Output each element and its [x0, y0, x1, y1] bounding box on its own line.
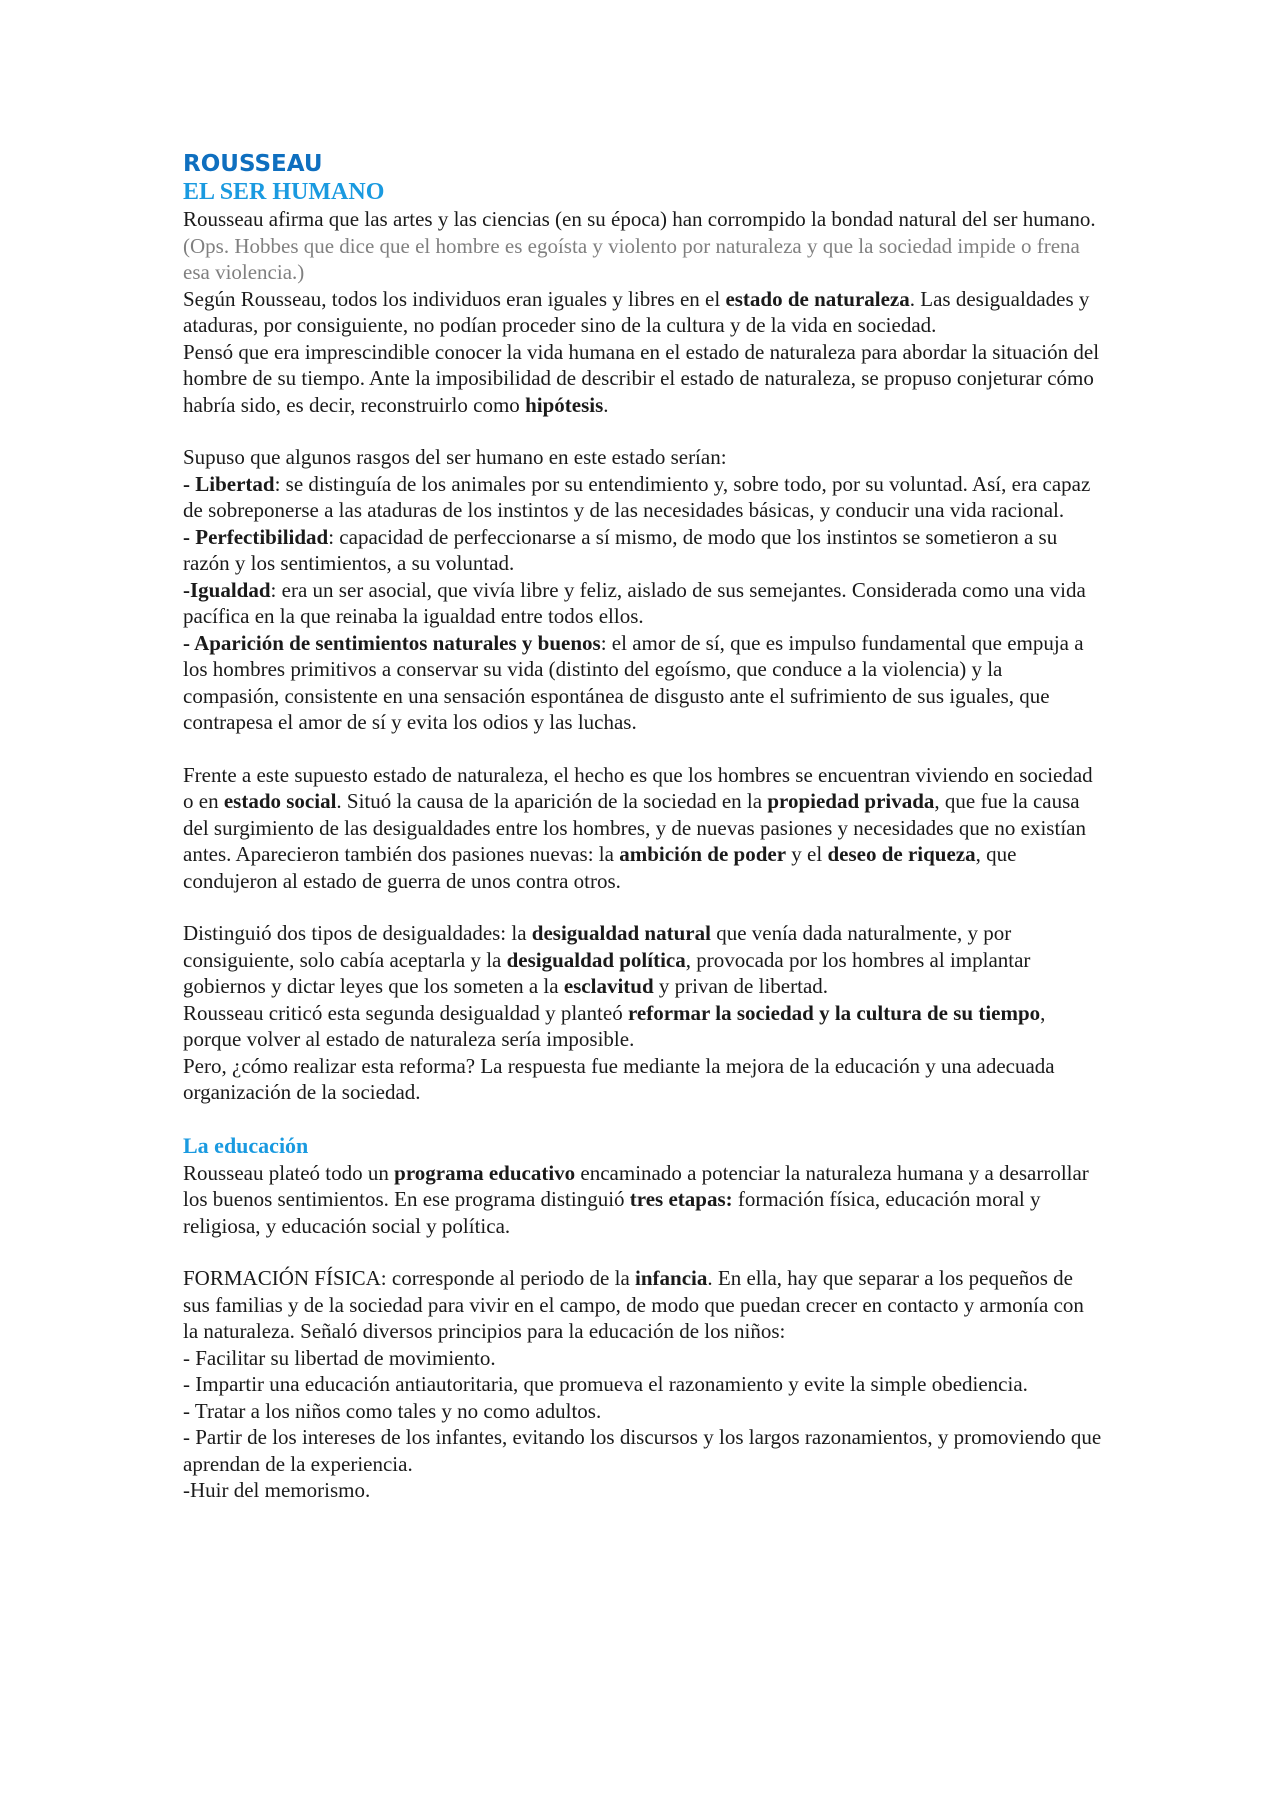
paragraph-reforma — [183, 1000, 1103, 1053]
trait-label: -Igualdad — [183, 577, 271, 602]
trait-text: : el amor de sí, que es impulso fundamental que empuja a los hombres primitivos a conservar su vida (distinto del egoísmo, que conduce a la violencia) y la compasión, consistente en una sensación espontánea de disgusto ante el sufrimiento de sus iguales, que contrapesa el amor de sí y evita los odios y las luchas. — [183, 630, 1084, 734]
text-run: . Las desigualdades y ataduras, por consiguiente, no podían proceder sino de la cultura y de la vida en sociedad. — [183, 286, 1090, 337]
text-run: , porque volver al estado de naturaleza sería imposible. — [183, 1000, 1046, 1051]
bold-term: reformar la sociedad y la cultura de su tiempo — [627, 1000, 1041, 1025]
text-run: , que condujeron al estado de guerra de unos contra otros. — [183, 842, 1017, 893]
paragraph-hipotesis — [183, 339, 1103, 419]
text-run: que venía dada naturalmente, y por consiguiente, solo cabía aceptarla y la — [183, 921, 1012, 972]
text-run: y privan de libertad. — [653, 974, 829, 998]
paragraph-estado-social — [183, 762, 1103, 895]
text-run: Rousseau plateó todo un — [183, 1160, 395, 1185]
traits-intro: Supuso que algunos rasgos del ser humano en este estado serían: — [183, 445, 727, 469]
list-item: -Huir del memorismo. — [183, 1478, 371, 1502]
text-run: . — [603, 392, 609, 417]
paragraph-formacion-fisica — [183, 1265, 1103, 1345]
section-heading-educacion: La educación — [183, 1132, 309, 1158]
spacer — [183, 418, 1103, 444]
paragraph-programa-educativo — [183, 1160, 1103, 1240]
trait-label: - Libertad — [183, 471, 275, 496]
bold-term: infancia — [635, 1266, 708, 1290]
trait-text: : capacidad de perfeccionarse a sí mismo, de modo que los instintos se sometieron a su razón y los sentimientos, a su voluntad. — [183, 524, 1058, 575]
bold-term: estado social — [223, 789, 337, 813]
trait-item-sentimientos — [183, 630, 1103, 736]
trait-item-igualdad — [183, 577, 1103, 630]
document-title: ROUSSEAU — [183, 151, 323, 177]
text-run: y el — [786, 842, 828, 866]
text-run: . Situó la causa de la aparición de la sociedad en la — [336, 789, 768, 813]
bold-term: desigualdad natural — [531, 921, 711, 945]
spacer — [183, 1106, 1103, 1132]
list-item: - Tratar a los niños como tales y no como adultos. — [183, 1398, 602, 1423]
bold-term: propiedad privada — [767, 789, 935, 813]
trait-item-perfectibilidad — [183, 524, 1103, 577]
trait-text: : se distinguía de los animales por su entendimiento y, sobre todo, por su voluntad. Así, era capaz de sobreponerse a las ataduras de los instintos y de las necesidades básicas, y conducir una vida racional. — [183, 471, 1091, 522]
trait-item-libertad — [183, 471, 1103, 524]
text-run: Rousseau criticó esta segunda desigualdad y planteó — [183, 1000, 628, 1025]
text-run: . En ella, hay que separar a los pequeños de sus familias y de la sociedad para vivir en el campo, de modo que puedan crecer en contacto y armonía con la naturaleza. Señaló diversos principios para la educación de los niños: — [183, 1266, 1084, 1343]
paragraph-estado-naturaleza — [183, 286, 1103, 339]
trait-label: - Perfectibilidad — [183, 524, 329, 549]
bold-term: desigualdad política — [506, 947, 686, 972]
document-page — [183, 150, 1103, 1504]
list-item: - Impartir una educación antiautoritaria, que promueva el razonamiento y evite la simple obediencia. — [183, 1372, 1028, 1396]
traits-list — [183, 471, 1103, 736]
bold-term: hipótesis — [525, 392, 604, 417]
bold-term: ambición de poder — [619, 842, 787, 866]
text-run: , que fue la causa del surgimiento de las desigualdades entre los hombres, y de nuevas pasiones y necesidades que no existían antes. Aparecieron también dos pasiones nuevas: la — [183, 789, 1086, 866]
text-run: : corresponde al periodo de la — [380, 1266, 636, 1290]
text-run: encaminado a potenciar la naturaleza humana y a desarrollar los buenos sentimientos. En ese programa distinguió — [183, 1160, 1089, 1211]
list-item: - Partir de los intereses de los infantes, evitando los discursos y los largos razonamientos, y promoviendo que aprendan de la experiencia. — [183, 1425, 1102, 1476]
text-run: Distinguió dos tipos de desigualdades: la — [183, 921, 532, 945]
bold-term: esclavitud — [563, 974, 654, 998]
paragraph-desigualdades — [183, 920, 1103, 1000]
principles-list — [183, 1345, 1103, 1504]
bold-term: tres etapas: — [629, 1187, 733, 1211]
spacer — [183, 894, 1103, 920]
text-run: Según Rousseau, todos los individuos eran iguales y libres en el — [183, 286, 726, 311]
paragraph-artes-ciencias — [183, 206, 1103, 286]
trait-label: - Aparición de sentimientos naturales y buenos — [183, 630, 601, 655]
spacer — [183, 736, 1103, 762]
text-run: FORMACIÓN FÍSICA — [183, 1266, 381, 1290]
text-run: Frente a este supuesto estado de naturaleza, el hecho es que los hombres se encuentran viviendo en sociedad o en — [183, 762, 1093, 813]
bold-term: deseo de riqueza — [827, 842, 976, 866]
list-item: - Facilitar su libertad de movimiento. — [183, 1345, 496, 1370]
section-heading-ser-humano: EL SER HUMANO — [183, 179, 385, 205]
text-run: , provocada por los hombres al implantar gobiernos y dictar leyes que los someten a la — [183, 947, 1031, 998]
paragraph-pregunta-reforma: Pero, ¿cómo realizar esta reforma? La respuesta fue mediante la mejora de la educación y una adecuada organización de la sociedad. — [183, 1053, 1055, 1104]
paragraph-text: Rousseau afirma que las artes y las ciencias (en su época) han corrompido la bondad natural del ser humano. — [183, 207, 1096, 231]
bold-term: programa educativo — [394, 1160, 576, 1185]
hobbes-note: (Ops. Hobbes que dice que el hombre es egoísta y violento por naturaleza y que la sociedad impide o frena esa violencia.) — [183, 233, 1080, 284]
text-run: formación física, educación moral y religiosa, y educación social y política. — [183, 1187, 1041, 1238]
text-run: Pensó que era imprescindible conocer la vida humana en el estado de naturaleza para abordar la situación del hombre de su tiempo. Ante la imposibilidad de describir el estado de naturaleza, se propuso conjeturar cómo habría sido, es decir, reconstruirlo como — [183, 339, 1100, 417]
trait-text: : era un ser asocial, que vivía libre y feliz, aislado de sus semejantes. Considerada como una vida pacífica en la que reinaba la igualdad entre todos ellos. — [183, 577, 1086, 628]
bold-term: estado de naturaleza — [725, 286, 910, 311]
spacer — [183, 1239, 1103, 1265]
